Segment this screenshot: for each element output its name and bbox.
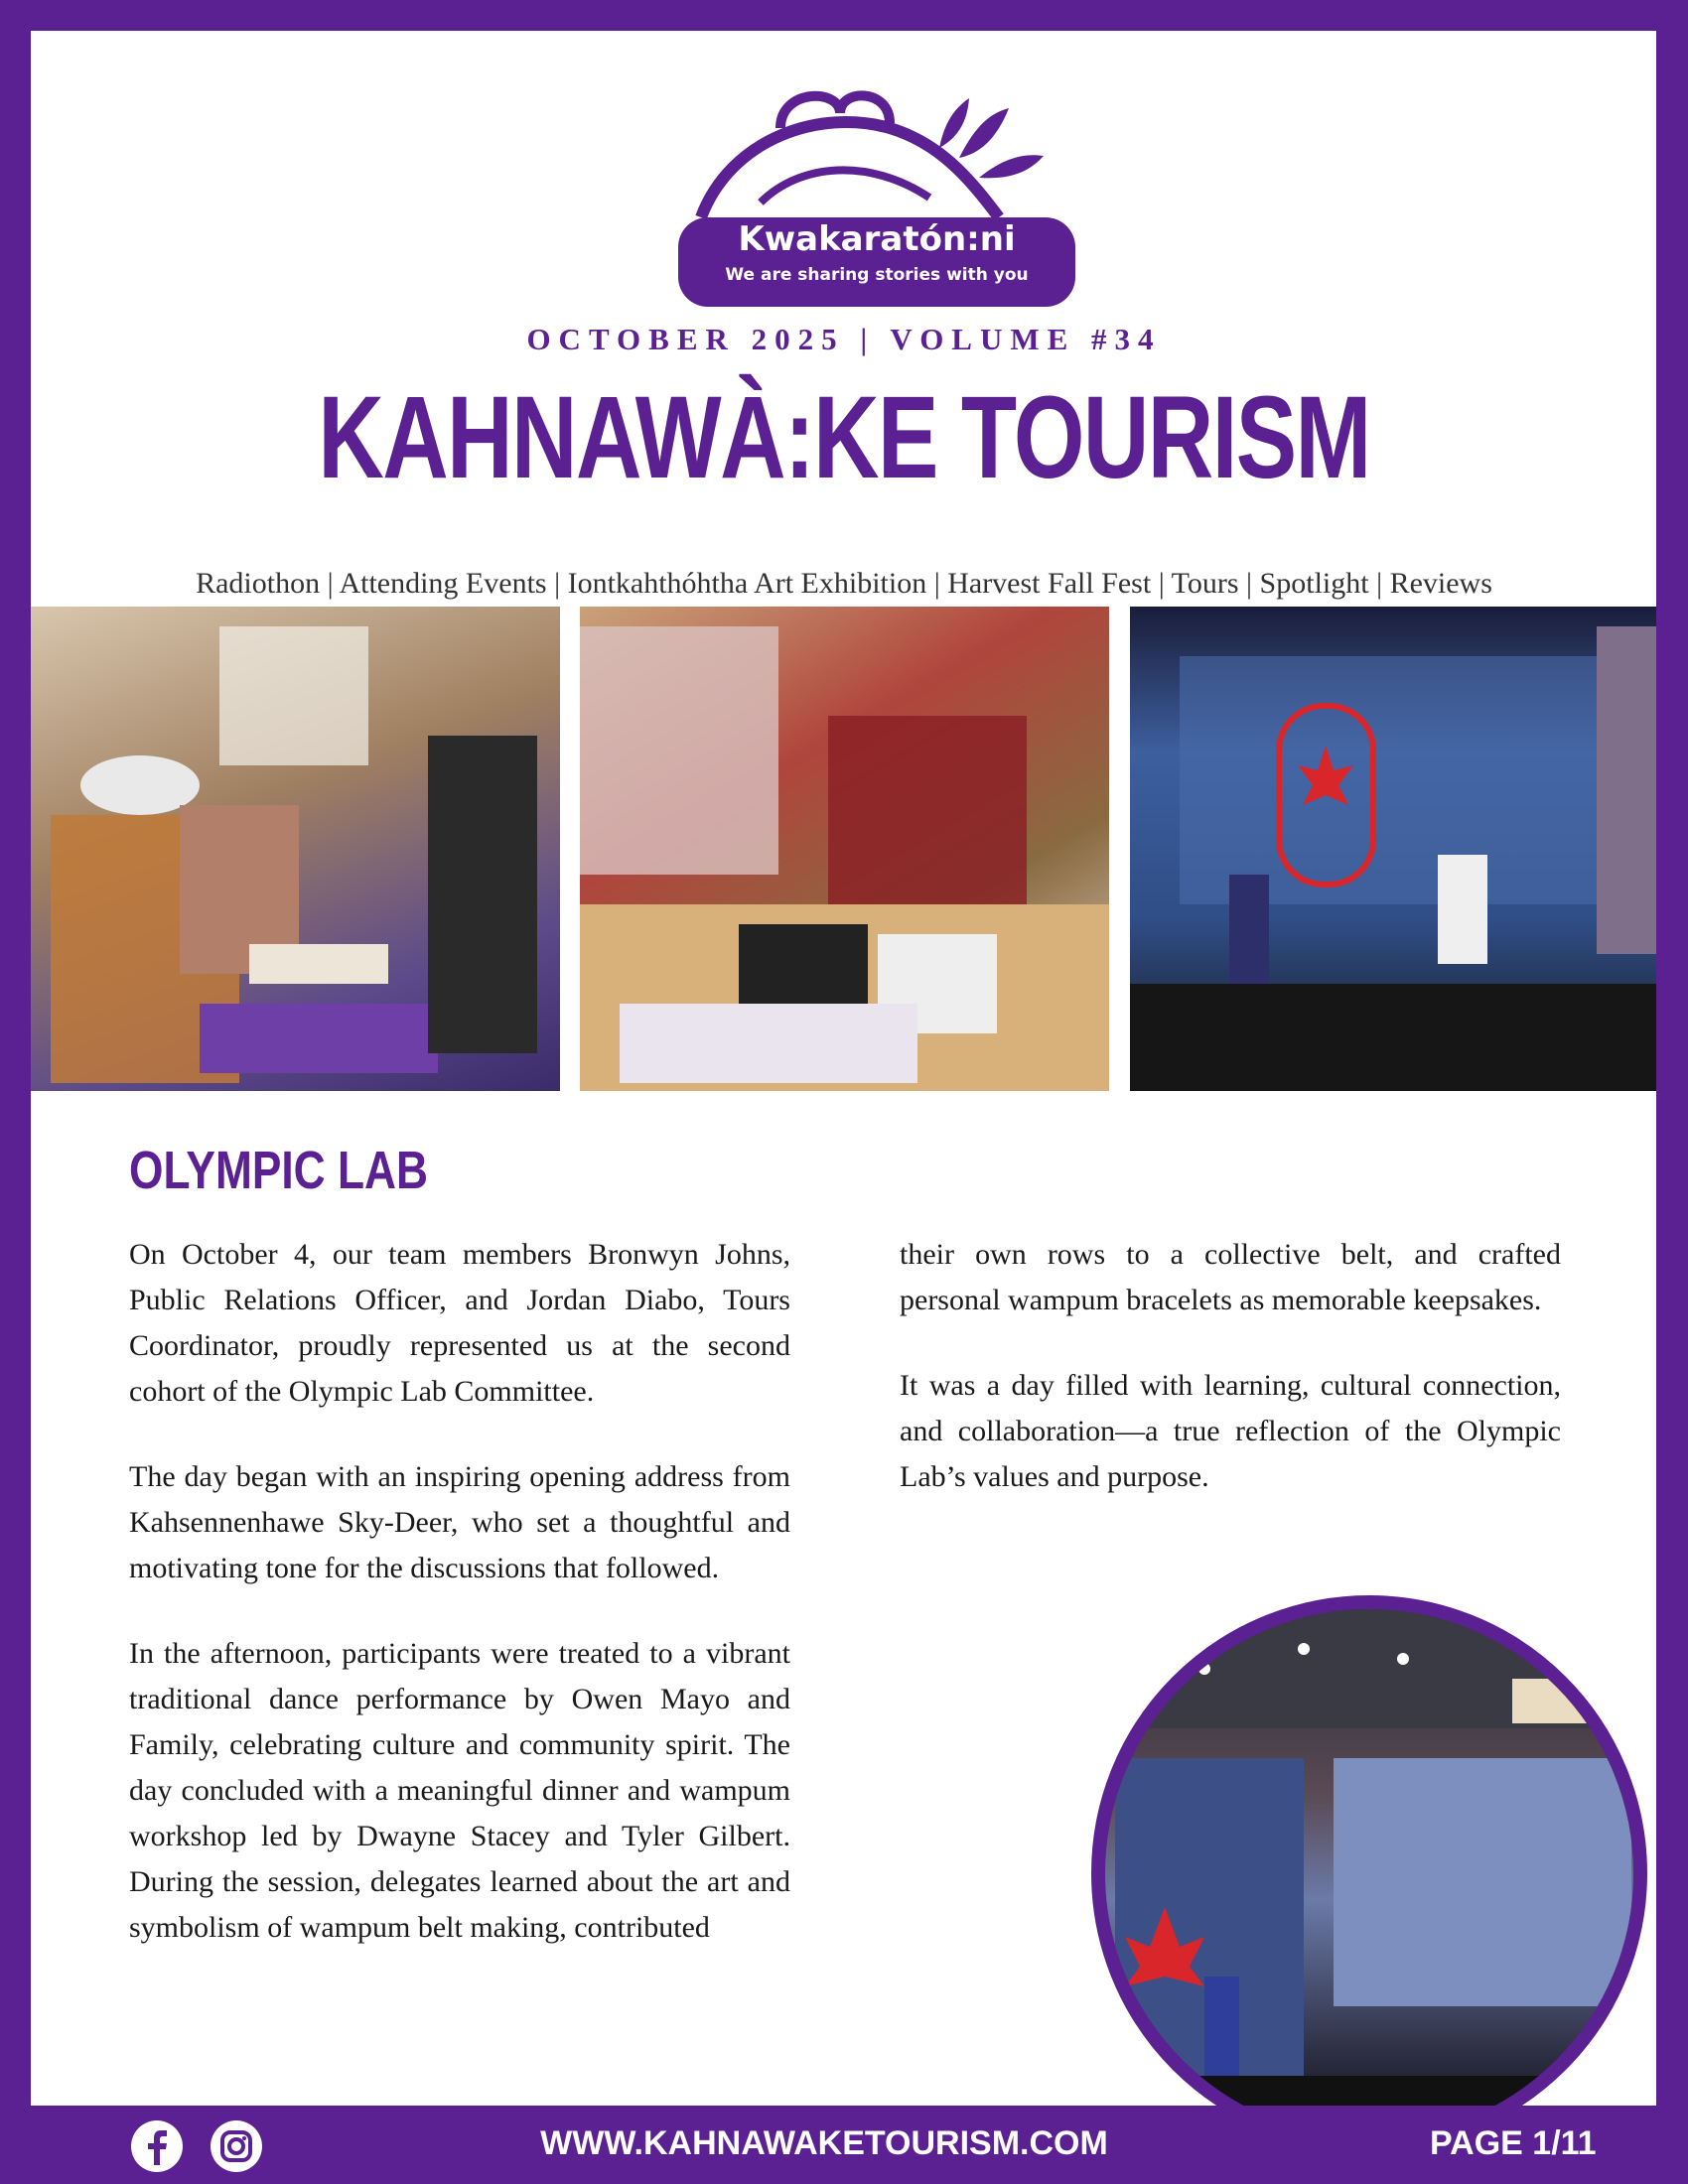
article-title: OLYMPIC LAB bbox=[129, 1141, 428, 1200]
section-list: Radiothon | Attending Events | Iontkahthóhtha Art Exhibition | Harvest Fall Fest | Tours | Spotlight | Reviews bbox=[196, 567, 1492, 600]
photo-3-shapes bbox=[1130, 607, 1656, 1091]
article-paragraph: On October 4, our team members Bronwyn Johns, Public Relations Officer, and Jordan Diabo, Tours Coordinator, proudly represented us at the second cohort of the Olympic Lab Committee. bbox=[129, 1238, 790, 1408]
photo-wampum-workshop bbox=[580, 607, 1109, 1091]
website-link[interactable]: WWW.KAHNAWAKETOURISM.COM bbox=[540, 2124, 1108, 2162]
article-paragraph: their own rows to a collective belt, and crafted personal wampum bracelets as memorable keepsakes. bbox=[900, 1238, 1561, 1316]
circle-photo-shapes bbox=[1105, 1609, 1633, 2106]
logo bbox=[641, 68, 1068, 307]
footer-bar bbox=[0, 2106, 1688, 2184]
turtle-logo-graphic bbox=[641, 68, 1068, 227]
photo-dance-performance bbox=[1130, 607, 1656, 1091]
article-paragraph: In the afternoon, participants were treated to a vibrant traditional dance performance by Owen Mayo and Family, celebrating culture and community spirit. The day concluded with a meaningful dinner and wampum workshop led by Dwayne Stacey and Tyler Gilbert. During the session, delegates learned about the art and symbolism of wampum belt making, contributed bbox=[129, 1637, 790, 1944]
photo-1-shapes bbox=[31, 607, 560, 1091]
photo-2-shapes bbox=[580, 607, 1109, 1091]
masthead-title: KAHNAWÀ:KE TOURISM bbox=[318, 372, 1370, 503]
logo-name: Kwakaratón:ni bbox=[738, 219, 1016, 259]
article-paragraph: The day began with an inspiring opening address from Kahsennenhawe Sky-Deer, who set a thoughtful and motivating tone for the discussions that followed. bbox=[129, 1460, 790, 1584]
article-column-right bbox=[900, 1232, 1561, 1540]
article-column-left bbox=[129, 1232, 790, 1951]
photo-seminar-circle bbox=[1091, 1595, 1647, 2106]
issue-line: OCTOBER 2025 | VOLUME #34 bbox=[526, 322, 1162, 356]
photo-wampum-table bbox=[31, 607, 560, 1091]
logo-tagline: We are sharing stories with you bbox=[725, 265, 1029, 285]
page-number: PAGE 1/11 bbox=[1430, 2124, 1597, 2162]
newsletter-page bbox=[31, 31, 1656, 2106]
article-paragraph: It was a day filled with learning, cultural connection, and collaboration—a true reflection of the Olympic Lab’s values and purpose. bbox=[900, 1369, 1561, 1493]
